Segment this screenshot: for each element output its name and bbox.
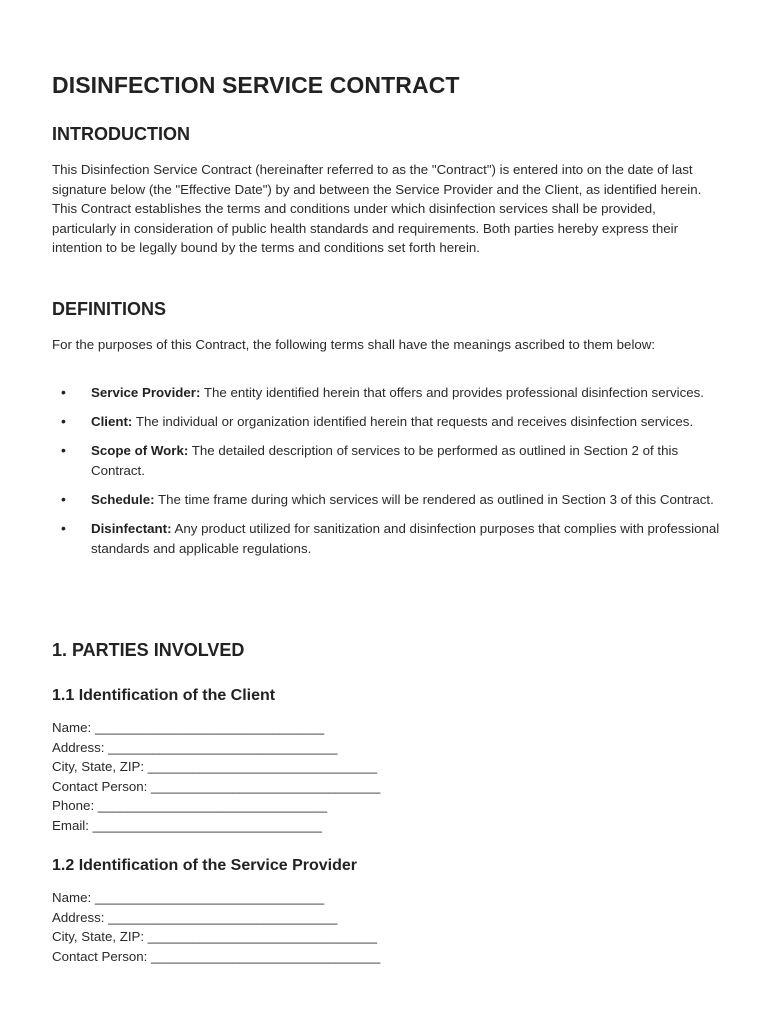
- bullet-icon: •: [61, 413, 66, 430]
- definition-text: The detailed description of services to be performed as outlined in Section 2 of this Contract.: [91, 443, 679, 478]
- document-title: DISINFECTION SERVICE CONTRACT: [52, 72, 460, 98]
- client-city-state-zip-field[interactable]: City, State, ZIP: _______________________________: [52, 759, 378, 775]
- definition-term: Service Provider:: [91, 385, 201, 400]
- introduction-heading: INTRODUCTION: [52, 124, 190, 144]
- bullet-icon: •: [61, 519, 66, 536]
- bullet-icon: •: [61, 490, 66, 507]
- definition-text: Any product utilized for sanitization and disinfection purposes that complies with professional standards and applicable regulations.: [91, 520, 720, 556]
- provider-name-field[interactable]: Name: _______________________________: [52, 890, 325, 905]
- bullet-icon: •: [61, 442, 66, 459]
- introduction-body: This Disinfection Service Contract (hereinafter referred to as the "Contract") is entered into on the date of last signature below (the "Effective Date") by and between the Service Provider and the Client, as identified herein. This Contract establishes the terms and conditions under which disinfection services shall be provided, particularly in consideration of public health standards and requirements. Both parties hereby express their intention to be legally bound by the terms and conditions set forth herein.: [52, 162, 702, 256]
- definition-item: [52, 490, 722, 510]
- definition-text: The entity identified herein that offers and provides professional disinfection services.: [203, 385, 705, 400]
- definition-item: [52, 412, 722, 432]
- definition-term: Scope of Work:: [91, 443, 189, 459]
- provider-contact-person-field[interactable]: Contact Person: _______________________________: [52, 948, 381, 964]
- client-contact-person-field[interactable]: Contact Person: _______________________________: [52, 778, 381, 794]
- provider-identification-heading: 1.2 Identification of the Service Provider: [52, 857, 357, 874]
- client-phone-field[interactable]: Phone: _______________________________: [52, 798, 328, 814]
- definition-term: Disinfectant:: [91, 520, 172, 536]
- provider-city-state-zip-field[interactable]: City, State, ZIP: _______________________________: [52, 929, 378, 945]
- definition-text: The time frame during which services will be rendered as outlined in Section 3 of this Contract.: [158, 491, 714, 507]
- definition-item: [52, 441, 722, 480]
- definition-term: Client:: [91, 414, 133, 430]
- definition-term: Schedule:: [91, 491, 155, 507]
- client-email-field[interactable]: Email: _______________________________: [52, 817, 322, 833]
- provider-fields: [52, 888, 380, 966]
- definition-text: The individual or organization identified herein that requests and receives disinfection services.: [135, 414, 694, 430]
- definitions-intro: For the purposes of this Contract, the following terms shall have the meanings ascribed to them below:: [52, 337, 656, 352]
- definition-item: [52, 519, 722, 558]
- definitions-heading: DEFINITIONS: [52, 299, 167, 319]
- definition-item: [52, 383, 722, 403]
- definitions-list: [52, 383, 722, 568]
- parties-heading: 1. PARTIES INVOLVED: [52, 640, 245, 660]
- bullet-icon: •: [61, 384, 66, 400]
- client-identification-heading: 1.1 Identification of the Client: [52, 687, 276, 704]
- client-address-field[interactable]: Address: _______________________________: [52, 739, 338, 755]
- provider-address-field[interactable]: Address: _______________________________: [52, 909, 338, 925]
- client-fields: [52, 718, 380, 836]
- client-name-field[interactable]: Name: _______________________________: [52, 720, 325, 735]
